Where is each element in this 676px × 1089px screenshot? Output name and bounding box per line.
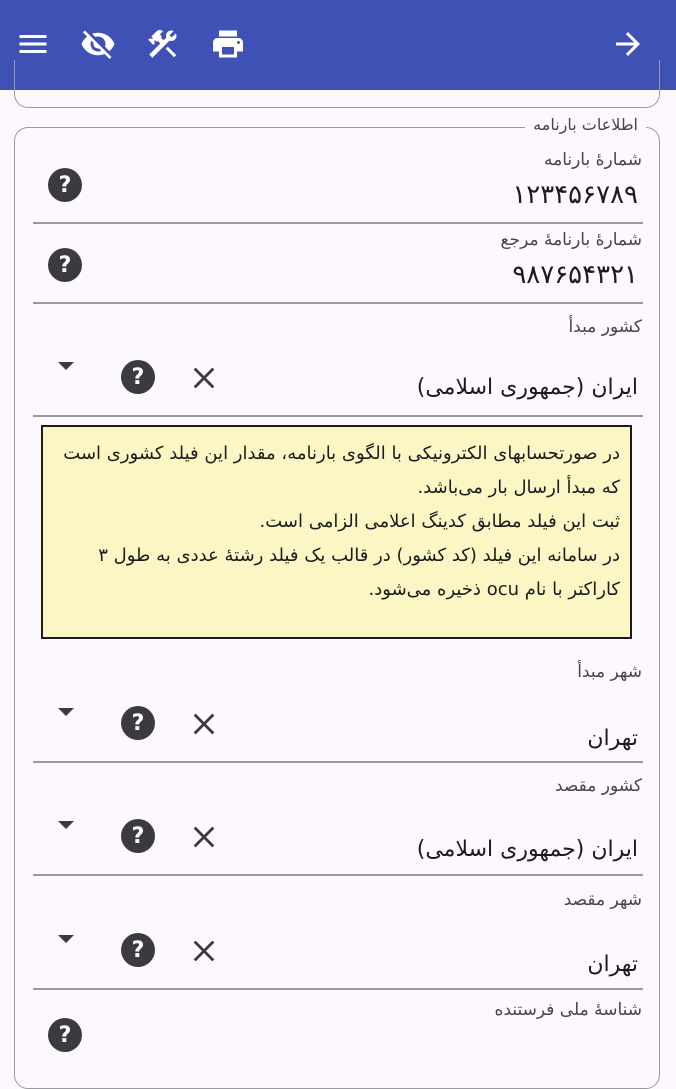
dropdown-caret-icon[interactable] [58,708,74,716]
waybill-number-label: شمارهٔ بارنامه [543,150,642,170]
menu-icon[interactable] [13,24,53,64]
dest-country-select[interactable]: ایران (جمهوری اسلامی) [416,837,638,862]
section-title: اطلاعات بارنامه [525,115,646,134]
origin-country-label: کشور مبدأ [568,317,642,337]
ref-waybill-number-label: شمارهٔ بارنامهٔ مرجع [500,230,642,250]
clear-icon[interactable] [190,823,218,851]
field-underline [33,222,643,224]
previous-section-frame [14,60,660,108]
help-icon[interactable]: ? [121,706,155,740]
help-icon[interactable]: ? [48,168,82,202]
eye-off-icon[interactable] [78,24,118,64]
field-underline [33,302,643,304]
field-underline [33,761,643,763]
field-underline [33,874,643,876]
clear-icon[interactable] [190,364,218,392]
origin-country-select[interactable]: ایران (جمهوری اسلامی) [416,375,638,400]
waybill-number-value[interactable]: ۱۲۳۴۵۶۷۸۹ [512,180,638,210]
help-tooltip: در صورتحسابهای الکترونیکی با الگوی بارنامه، مقدار این فیلد کشوری است که مبدأ ارسال بار می‌باشد. ثبت این فیلد مطابق کدینگ اعلامی الزامی است. در سامانه این فیلد (کد کشور) در قالب یک فیلد رشتهٔ عددی به طول ۳ کاراکتر با نام ocu ذخیره می‌شود. [41,425,632,639]
ref-waybill-number-value[interactable]: ۹۸۷۶۵۴۳۲۱ [512,260,638,290]
help-icon[interactable]: ? [48,248,82,282]
clear-icon[interactable] [190,937,218,965]
sender-national-id-label: شناسهٔ ملی فرستنده [494,1000,642,1020]
print-icon[interactable] [208,24,248,64]
origin-city-select[interactable]: تهران [587,726,638,751]
help-icon[interactable]: ? [121,360,155,394]
help-icon[interactable]: ? [48,1018,82,1052]
dropdown-caret-icon[interactable] [58,935,74,943]
field-underline [33,415,643,417]
arrow-forward-icon[interactable] [608,24,648,64]
dest-city-label: شهر مقصد [563,890,642,910]
field-underline [33,988,643,990]
clear-icon[interactable] [190,710,218,738]
origin-city-label: شهر مبدأ [577,662,642,682]
dropdown-caret-icon[interactable] [58,362,74,370]
help-icon[interactable]: ? [121,819,155,853]
help-icon[interactable]: ? [121,933,155,967]
dest-city-select[interactable]: تهران [587,952,638,977]
dest-country-label: کشور مقصد [554,776,642,796]
dropdown-caret-icon[interactable] [58,821,74,829]
tools-icon[interactable] [143,24,183,64]
